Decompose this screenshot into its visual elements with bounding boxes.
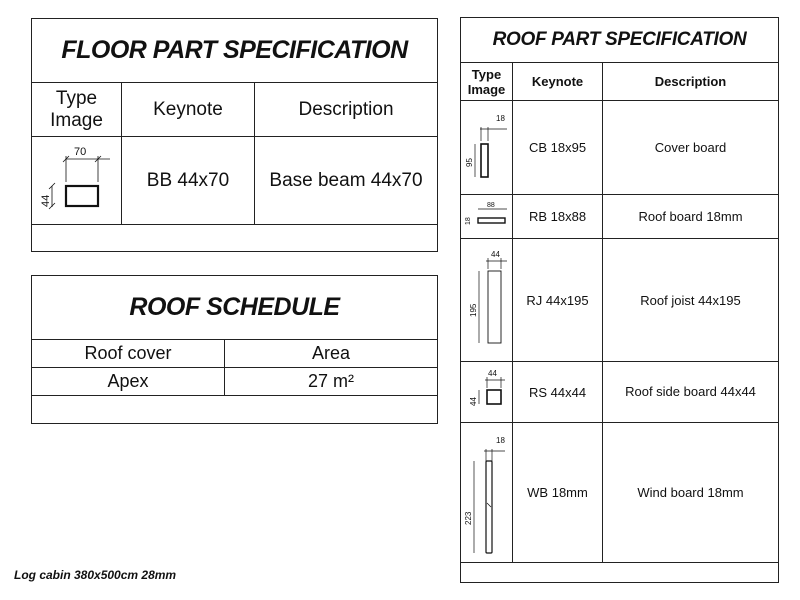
roof-schedule-title: ROOF SCHEDULE: [129, 293, 340, 321]
floor-part-specification-table: [31, 18, 438, 252]
keynote-cell: BB 44x70: [121, 137, 254, 224]
roof-spec-title: ROOF PART SPECIFICATION: [492, 29, 747, 50]
keynote-cell: CB 18x95: [512, 101, 602, 194]
dim-height-label: 44: [469, 396, 478, 406]
table-row: [461, 362, 778, 423]
table-row: [461, 195, 778, 239]
floor-spec-title: FLOOR PART SPECIFICATION: [61, 36, 408, 64]
dim-height-label: 18: [465, 216, 472, 225]
roof-part-specification-table: [460, 17, 779, 583]
roof-board-profile-icon: [461, 195, 512, 239]
roof-spec-header-row: [461, 63, 778, 101]
description-cell: Roof board 18mm: [602, 195, 778, 238]
base-beam-profile-icon: [32, 137, 121, 225]
wind-board-profile-icon: [461, 423, 512, 563]
keynote-cell: RB 18x88: [512, 195, 602, 238]
roof-schedule-table: [31, 275, 438, 424]
table-row: [461, 101, 778, 195]
cover-board-profile-icon: [461, 101, 512, 195]
header-roof-cover: Roof cover: [84, 343, 172, 363]
header-description: Description: [602, 63, 778, 100]
keynote-cell: RS 44x44: [512, 362, 602, 422]
header-type-image: Type Image: [467, 66, 506, 97]
dim-height-label: 44: [40, 194, 52, 207]
dim-height-label: 223: [464, 511, 473, 525]
roof-side-board-profile-icon: [461, 362, 512, 423]
description-cell: Roof side board 44x44: [602, 362, 778, 422]
description-cell: Cover board: [602, 101, 778, 194]
header-keynote: Keynote: [121, 83, 254, 136]
description-cell: Wind board 18mm: [602, 423, 778, 562]
dim-width-label: 44: [491, 249, 500, 259]
dim-height-label: 95: [465, 157, 474, 167]
type-image-cell: [32, 137, 121, 224]
footer-caption: Log cabin 380x500cm 28mm: [14, 568, 177, 582]
table-row: [32, 368, 437, 396]
keynote-cell: WB 18mm: [512, 423, 602, 562]
roof-schedule-header-row: [32, 340, 437, 368]
roof-joist-profile-icon: [461, 239, 512, 362]
dim-width-label: 88: [487, 201, 495, 209]
dim-width-label: 18: [496, 435, 505, 445]
type-image-cell: [461, 423, 512, 562]
header-area: Area: [224, 340, 437, 367]
dim-width-label: 44: [488, 368, 497, 378]
type-image-cell: [461, 239, 512, 361]
description-cell: Roof joist 44x195: [602, 239, 778, 361]
type-image-cell: [461, 362, 512, 422]
roof-schedule-title-row: [32, 276, 437, 340]
header-description: Description: [254, 83, 437, 136]
dim-width-label: 18: [496, 113, 505, 123]
table-row: [32, 137, 437, 225]
type-image-cell: [461, 195, 512, 238]
roof-spec-title-row: [461, 18, 778, 63]
floor-spec-title-row: [32, 19, 437, 83]
table-row: [461, 423, 778, 563]
roof-cover-cell: Apex: [107, 371, 149, 391]
header-type-image: Type Image: [50, 87, 103, 131]
floor-spec-header-row: [32, 83, 437, 137]
area-cell: 27 m²: [224, 368, 437, 395]
description-cell: Base beam 44x70: [254, 137, 437, 224]
header-keynote: Keynote: [512, 63, 602, 100]
dim-width-label: 70: [74, 145, 87, 158]
type-image-cell: [461, 101, 512, 194]
dim-height-label: 195: [469, 303, 478, 317]
table-row: [461, 239, 778, 362]
keynote-cell: RJ 44x195: [512, 239, 602, 361]
